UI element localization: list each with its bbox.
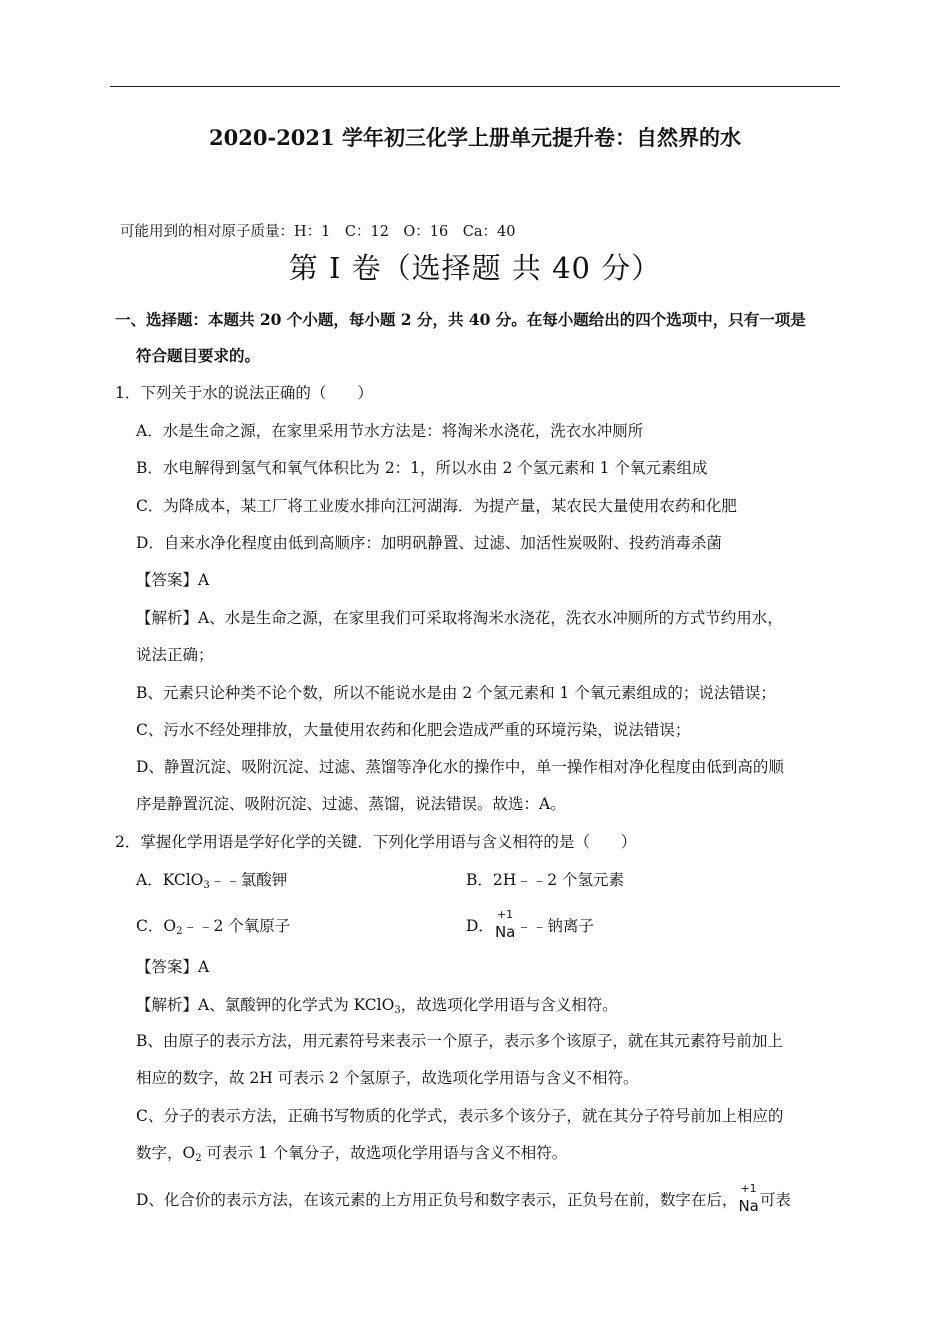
document-title: 2020-2021 学年初三化学上册单元提升卷：自然界的水 (209, 125, 741, 150)
question-2-analysis: B、由原子的表示方法，用元素符号来表示一个原子，表示多个该原子，就在其元素符号前加上 (136, 1032, 783, 1050)
element-symbol: Na (738, 1197, 759, 1215)
question-1-analysis: 【解析】A、水是生命之源，在家里我们可采取将淘米水浇花，洗衣水冲厕所的方式节约用水， (136, 609, 783, 627)
question-1-option-a: A．水是生命之源，在家里采用节水方法是：将淘米水浇花，洗衣水冲厕所 (136, 422, 644, 440)
subscript: 2 (176, 926, 183, 937)
option-a-formula: A．KClO (136, 871, 204, 889)
question-1-analysis: 序是静置沉淀、吸附沉淀、过滤、蒸馏，说法错误。故选：A。 (136, 795, 566, 813)
subscript: 3 (203, 880, 210, 891)
question-2-analysis: 相应的数字，故 2H 可表示 2 个氢原子，故选项化学用语与含义不相符。 (136, 1069, 639, 1087)
question-1-answer: 【答案】A (136, 571, 210, 589)
question-2-option-c (136, 916, 290, 936)
valence-number: +1 (740, 1182, 757, 1195)
element-symbol: Na (494, 923, 516, 941)
valence-number: +1 (496, 908, 514, 921)
question-1-analysis: D、静置沉淀、吸附沉淀、过滤、蒸馏等净化水的操作中，单一操作相对净化程度由低到高的顺 (136, 758, 784, 776)
analysis-text: ，故选项化学用语与含义相符。 (400, 996, 618, 1014)
question-2-option-d (466, 908, 594, 942)
option-c-meaning: ﹣﹣2 个氧原子 (182, 917, 291, 935)
header-rule (110, 86, 840, 87)
instructions-line-1: 一、选择题：本题共 20 个小题，每小题 2 分，共 40 分。在每小题给出的四个选项中，只有一项是 (115, 310, 806, 329)
option-c-formula: C．O (136, 917, 177, 935)
question-1-stem: 1．下列关于水的说法正确的（ ） (115, 384, 373, 402)
analysis-text: 可表示 1 个氧分子，故选项化学用语与含义不相符。 (201, 1144, 568, 1162)
analysis-text: D、化合价的表示方法，在该元素的上方用正负号和数字表示，正负号在前，数字在后， (136, 1191, 738, 1209)
question-2-option-b: B．2H﹣﹣2 个氢元素 (466, 871, 625, 889)
analysis-text: 可表 (759, 1191, 791, 1209)
instructions-line-2: 符合题目要求的。 (136, 346, 261, 365)
question-2-analysis (136, 1182, 791, 1216)
question-2-option-a (136, 870, 287, 890)
question-2-analysis (136, 1143, 567, 1163)
atomic-mass-note: 可能用到的相对原子质量：H：1 C：12 O：16 Ca：40 (120, 224, 516, 240)
question-1-option-d: D．自来水净化程度由低到高顺序：加明矾静置、过滤、加活性炭吸附、投药消毒杀菌 (136, 534, 722, 552)
analysis-text: 数字，O (136, 1144, 196, 1162)
analysis-text: 【解析】A、氯酸钾的化学式为 KClO (136, 996, 395, 1014)
option-d-label: D． (466, 917, 494, 935)
subscript: 3 (394, 1005, 401, 1016)
question-1-option-b: B．水电解得到氢气和氧气体积比为 2：1，所以水由 2 个氢元素和 1 个氧元素组成 (136, 459, 708, 477)
subscript: 2 (195, 1153, 202, 1164)
valence-symbol (738, 1182, 759, 1216)
question-1-analysis: 说法正确； (136, 646, 214, 664)
question-2-stem: 2．掌握化学用语是学好化学的关键．下列化学用语与含义相符的是（ ） (115, 833, 637, 851)
question-1-analysis: C、污水不经处理排放，大量使用农药和化肥会造成严重的环境污染，说法错误； (136, 721, 691, 739)
question-2-analysis (136, 995, 618, 1015)
option-d-meaning: ﹣﹣钠离子 (516, 917, 594, 935)
question-1-analysis: B、元素只论种类不论个数，所以不能说水是由 2 个氢元素和 1 个氧元素组成的；说法错误； (136, 684, 776, 702)
section-title: 第 I 卷（选择题 共 40 分） (288, 251, 662, 285)
question-1-option-c: C．为降成本，某工厂将工业废水排向江河湖海．为提产量，某农民大量使用农药和化肥 (136, 497, 737, 515)
question-2-analysis: C、分子的表示方法，正确书写物质的化学式，表示多个该分子，就在其分子符号前加上相应的 (136, 1107, 784, 1125)
question-2-answer: 【答案】A (136, 958, 210, 976)
option-a-meaning: ﹣﹣氯酸钾 (209, 871, 288, 889)
valence-symbol (494, 908, 516, 942)
